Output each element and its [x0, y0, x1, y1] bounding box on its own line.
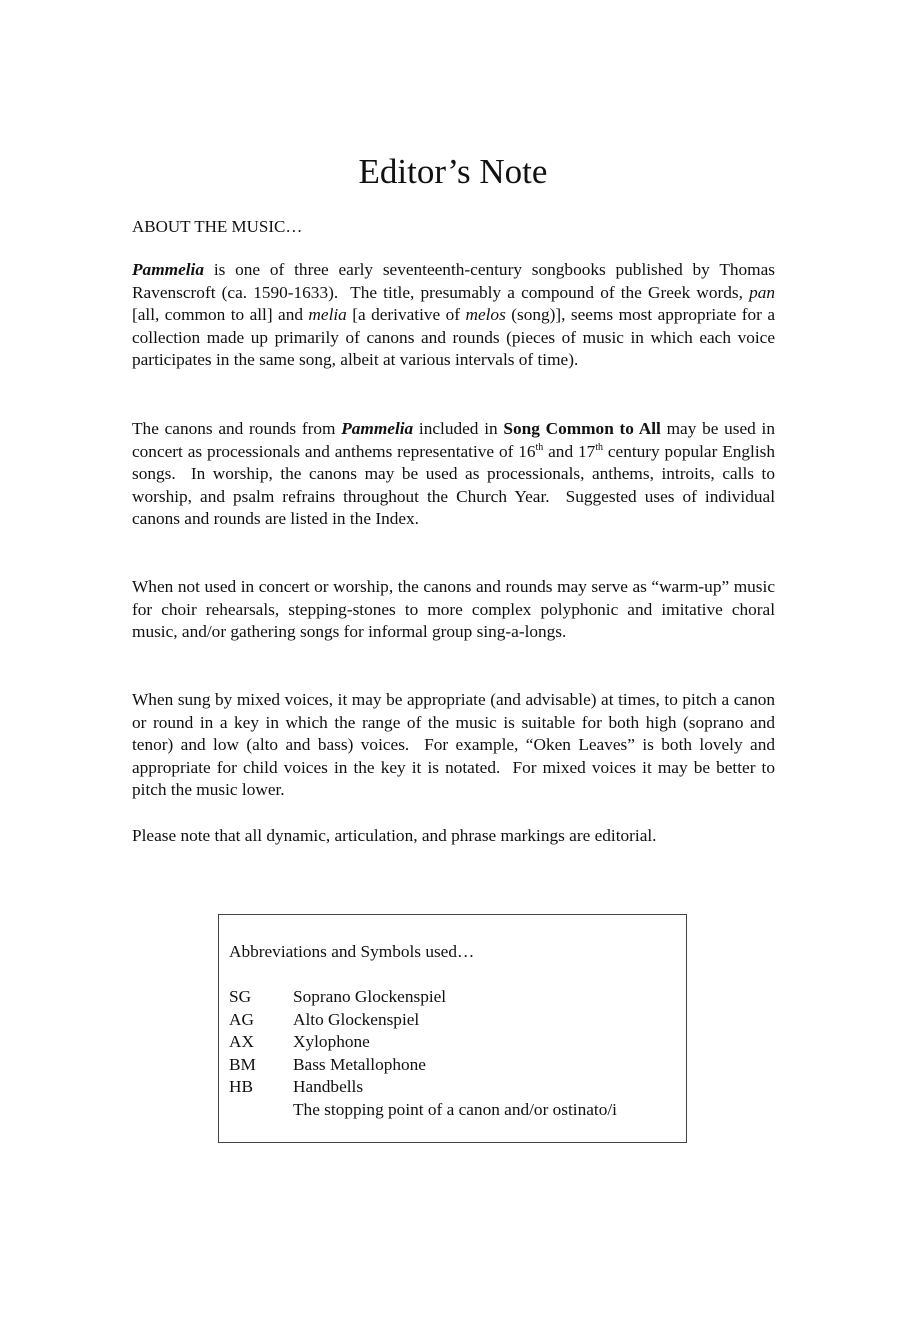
melia-word: melia — [308, 305, 347, 325]
page-title: Editor’s Note — [358, 152, 548, 191]
paragraph-text: century popular English songs. In worship, the canons may be used as processionals, anthems, introits, calls to worship, and psalm refrains throughout the Church Year. Suggested uses of individual canons and rounds are listed in the Index. — [132, 441, 776, 529]
abbreviation-code: AX — [229, 1032, 254, 1052]
paragraph-text: and 17 — [543, 441, 596, 461]
paragraph-mixed-voices: When sung by mixed voices, it may be appropriate (and advisable) at times, to pitch a canon or round in a key in which the range of the music is suitable for both high (soprano and tenor) and low (alto and bass) voices. For example, “Oken Leaves” is both lovely and appropriate for child voices in the key it is notated. For mixed voices it may be better to pitch the music lower. — [132, 690, 775, 800]
paragraph-text: included in — [413, 419, 504, 438]
abbreviation-definition: The stopping point of a canon and/or ostinato/i — [293, 1099, 617, 1119]
abbreviation-row — [229, 1009, 617, 1032]
abbreviation-definition: Bass Metallophone — [293, 1054, 426, 1074]
pammelia-title-text: Pammelia — [132, 260, 204, 279]
abbreviations-box — [218, 914, 687, 1143]
abbreviation-code: HB — [229, 1077, 254, 1097]
abbreviation-code: SG — [229, 987, 252, 1006]
paragraph-rehearsal-usage: When not used in concert or worship, the canons and rounds may serve as “warm-up” music for choir rehearsals, stepping-stones to more complex polyphonic and imitative choral music, and/or gathering songs for informal group sing-a-longs. — [132, 577, 775, 642]
abbreviations-title: Abbreviations and Symbols used… — [229, 942, 475, 961]
abbreviation-row — [229, 1076, 617, 1099]
paragraph-text: [all, common to all] and — [132, 305, 309, 325]
paragraph-pammelia-intro — [132, 259, 775, 372]
paragraph-text: (song)], seems most appropriate for a collection made up primarily of canons and rounds (pieces of music in which each voice participates in the same song, albeit at various intervals of time). — [132, 305, 775, 370]
abbreviation-row — [229, 1031, 617, 1054]
abbreviations-list — [229, 986, 617, 1122]
abbreviation-row — [229, 1099, 617, 1122]
abbreviation-definition: Handbells — [293, 1077, 364, 1097]
pan-word: pan — [749, 282, 775, 302]
abbreviation-row — [229, 1054, 617, 1077]
abbreviation-row — [229, 986, 617, 1009]
section-heading: ABOUT THE MUSIC… — [132, 217, 303, 236]
pammelia-title-text: Pammelia — [341, 419, 414, 438]
abbreviation-definition: Alto Glockenspiel — [293, 1009, 420, 1029]
abbreviation-code: AG — [229, 1009, 254, 1029]
abbreviation-definition: Soprano Glockenspiel — [293, 987, 447, 1006]
paragraph-text: The canons and rounds from — [132, 419, 342, 438]
abbreviation-definition: Xylophone — [293, 1032, 370, 1052]
paragraph-canons-usage — [132, 418, 775, 531]
melos-word: melos — [465, 305, 506, 325]
paragraph-text: [a derivative of — [346, 305, 466, 325]
collection-title-text: Song Common to All — [503, 419, 661, 438]
paragraph-editorial-note: Please note that all dynamic, articulation, and phrase markings are editorial. — [132, 826, 657, 845]
superscript-th: th — [595, 441, 604, 453]
abbreviation-code: BM — [229, 1054, 256, 1074]
abbreviation-code — [229, 1099, 293, 1122]
superscript-th: th — [535, 441, 544, 453]
paragraph-text: is one of three early seventeenth-century songbooks published by Thomas Ravenscroft (ca. 1590-1633). The title, presumably a compound of the Greek words, — [132, 260, 775, 302]
paragraph-text: may be used in concert as processionals and anthems representative of 16 — [132, 419, 775, 461]
